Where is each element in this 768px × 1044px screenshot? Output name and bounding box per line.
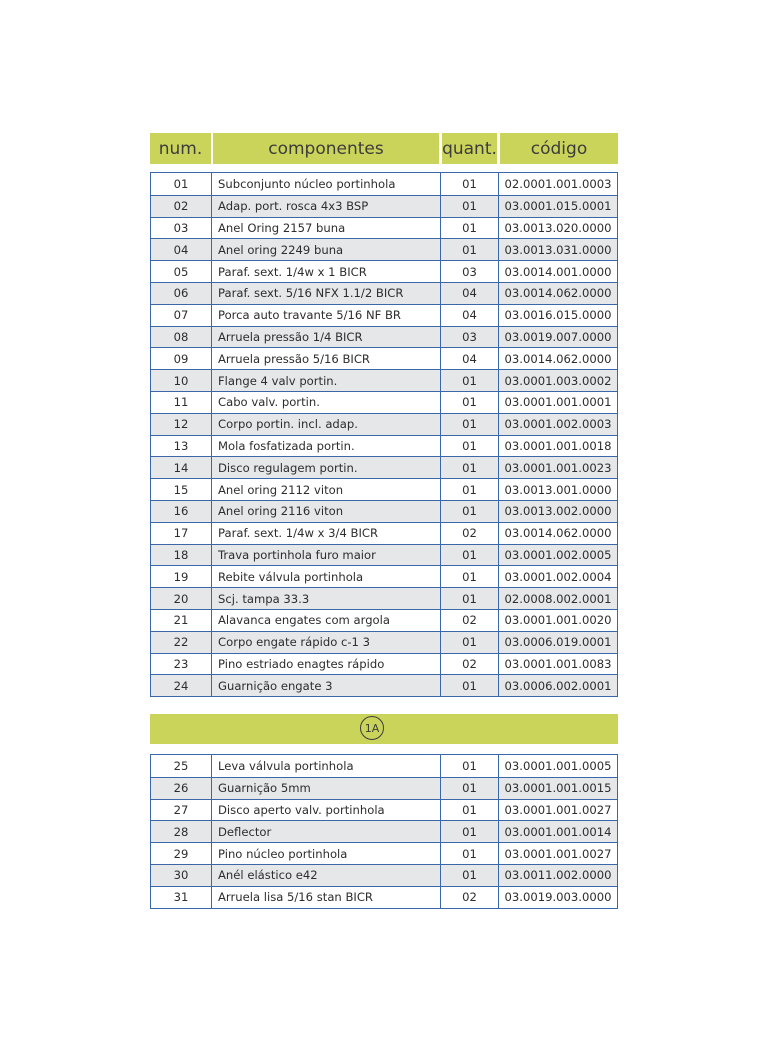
part-number: 03 xyxy=(151,218,212,239)
component-name: Anel oring 2116 viton xyxy=(212,501,441,522)
quantity: 01 xyxy=(441,632,499,653)
quantity: 04 xyxy=(441,283,499,304)
part-code: 03.0001.001.0027 xyxy=(504,846,612,861)
header-quant: quant. xyxy=(442,133,497,164)
table-row xyxy=(151,799,617,821)
component-name: Flange 4 valv portin. xyxy=(212,370,441,391)
component-name: Scj. tampa 33.3 xyxy=(212,588,441,609)
part-number: 17 xyxy=(151,523,212,544)
header-num: num. xyxy=(150,133,211,164)
part-code: 03.0001.001.0015 xyxy=(504,781,612,796)
part-code: 03.0006.019.0001 xyxy=(504,635,612,650)
part-code: 03.0001.001.0027 xyxy=(504,802,612,817)
table-row xyxy=(151,777,617,799)
part-number: 28 xyxy=(151,821,212,842)
table-row xyxy=(151,304,617,326)
parts-table-2 xyxy=(150,754,618,909)
quantity: 01 xyxy=(441,218,499,239)
component-name: Arruela pressão 1/4 BICR xyxy=(212,327,441,348)
part-code: 03.0011.002.0000 xyxy=(504,868,612,883)
table-row xyxy=(151,282,617,304)
part-number: 01 xyxy=(151,173,212,195)
table-row xyxy=(151,326,617,348)
part-code: 02.0008.002.0001 xyxy=(504,591,612,606)
section-band xyxy=(150,714,618,744)
table-row xyxy=(151,587,617,609)
quantity: 01 xyxy=(441,173,499,195)
part-number: 29 xyxy=(151,843,212,864)
part-code: 03.0006.002.0001 xyxy=(504,678,612,693)
component-name: Anél elástico e42 xyxy=(212,865,441,886)
part-code: 03.0013.002.0000 xyxy=(504,504,612,519)
quantity: 01 xyxy=(441,196,499,217)
part-code: 03.0001.001.0020 xyxy=(504,613,612,628)
component-name: Corpo engate rápido c-1 3 xyxy=(212,632,441,653)
quantity: 01 xyxy=(441,675,499,696)
quantity: 01 xyxy=(441,778,499,799)
part-code: 03.0016.015.0000 xyxy=(504,308,612,323)
part-code: 03.0001.002.0003 xyxy=(504,417,612,432)
quantity: 01 xyxy=(441,457,499,478)
component-name: Corpo portin. incl. adap. xyxy=(212,414,441,435)
part-code: 03.0014.062.0000 xyxy=(504,526,612,541)
part-number: 11 xyxy=(151,392,212,413)
part-code: 03.0001.001.0005 xyxy=(504,758,612,773)
quantity: 02 xyxy=(441,523,499,544)
part-code: 03.0001.001.0014 xyxy=(504,824,612,839)
component-name: Cabo valv. portin. xyxy=(212,392,441,413)
part-number: 12 xyxy=(151,414,212,435)
component-name: Disco aperto valv. portinhola xyxy=(212,800,441,821)
component-name: Arruela pressão 5/16 BICR xyxy=(212,348,441,369)
quantity: 02 xyxy=(441,654,499,675)
quantity: 01 xyxy=(441,545,499,566)
part-number: 26 xyxy=(151,778,212,799)
quantity: 03 xyxy=(441,327,499,348)
quantity: 01 xyxy=(441,392,499,413)
part-code: 03.0001.001.0083 xyxy=(504,656,612,671)
component-name: Paraf. sext. 1/4w x 1 BICR xyxy=(212,261,441,282)
part-code: 03.0001.015.0001 xyxy=(504,199,612,214)
quantity: 01 xyxy=(441,414,499,435)
quantity: 01 xyxy=(441,821,499,842)
quantity: 01 xyxy=(441,755,499,777)
quantity: 02 xyxy=(441,887,499,908)
component-name: Disco regulagem portin. xyxy=(212,457,441,478)
table-row xyxy=(151,500,617,522)
part-number: 02 xyxy=(151,196,212,217)
table-row xyxy=(151,820,617,842)
part-number: 09 xyxy=(151,348,212,369)
component-name: Deflector xyxy=(212,821,441,842)
quantity: 03 xyxy=(441,261,499,282)
part-code: 03.0014.062.0000 xyxy=(504,286,612,301)
component-name: Mola fosfatizada portin. xyxy=(212,436,441,457)
component-name: Pino núcleo portinhola xyxy=(212,843,441,864)
part-code: 02.0001.001.0003 xyxy=(504,176,612,191)
header-codigo: código xyxy=(500,133,618,164)
table-row xyxy=(151,413,617,435)
part-number: 14 xyxy=(151,457,212,478)
component-name: Anel Oring 2157 buna xyxy=(212,218,441,239)
part-number: 27 xyxy=(151,800,212,821)
table-row xyxy=(151,435,617,457)
table-row xyxy=(151,217,617,239)
quantity: 01 xyxy=(441,239,499,260)
part-number: 16 xyxy=(151,501,212,522)
component-name: Paraf. sext. 1/4w x 3/4 BICR xyxy=(212,523,441,544)
component-name: Adap. port. rosca 4x3 BSP xyxy=(212,196,441,217)
table-row xyxy=(151,456,617,478)
quantity: 01 xyxy=(441,479,499,500)
table-row xyxy=(151,347,617,369)
component-name: Arruela lisa 5/16 stan BICR xyxy=(212,887,441,908)
component-name: Anel oring 2112 viton xyxy=(212,479,441,500)
quantity: 01 xyxy=(441,436,499,457)
part-number: 22 xyxy=(151,632,212,653)
part-code: 03.0013.020.0000 xyxy=(504,220,612,235)
table-row xyxy=(151,544,617,566)
quantity: 04 xyxy=(441,348,499,369)
quantity: 01 xyxy=(441,566,499,587)
table-row xyxy=(151,565,617,587)
part-number: 25 xyxy=(151,755,212,777)
quantity: 01 xyxy=(441,843,499,864)
part-code: 03.0019.007.0000 xyxy=(504,329,612,344)
component-name: Trava portinhola furo maior xyxy=(212,545,441,566)
table-row xyxy=(151,173,617,195)
component-name: Porca auto travante 5/16 NF BR xyxy=(212,305,441,326)
part-number: 04 xyxy=(151,239,212,260)
component-name: Guarnição engate 3 xyxy=(212,675,441,696)
part-number: 31 xyxy=(151,887,212,908)
part-code: 03.0001.001.0018 xyxy=(504,438,612,453)
component-name: Subconjunto núcleo portinhola xyxy=(212,173,441,195)
table-row xyxy=(151,609,617,631)
part-code: 03.0013.031.0000 xyxy=(504,242,612,257)
table-row xyxy=(151,886,617,908)
part-code: 03.0001.002.0004 xyxy=(504,569,612,584)
part-number: 06 xyxy=(151,283,212,304)
part-code: 03.0019.003.0000 xyxy=(504,890,612,905)
table-row xyxy=(151,369,617,391)
table-row xyxy=(151,195,617,217)
table-row xyxy=(151,260,617,282)
table-row xyxy=(151,522,617,544)
part-number: 07 xyxy=(151,305,212,326)
component-name: Rebite válvula portinhola xyxy=(212,566,441,587)
part-number: 24 xyxy=(151,675,212,696)
table-row xyxy=(151,842,617,864)
part-number: 05 xyxy=(151,261,212,282)
quantity: 04 xyxy=(441,305,499,326)
part-number: 15 xyxy=(151,479,212,500)
quantity: 01 xyxy=(441,800,499,821)
part-code: 03.0014.001.0000 xyxy=(504,264,612,279)
part-number: 23 xyxy=(151,654,212,675)
component-name: Paraf. sext. 5/16 NFX 1.1/2 BICR xyxy=(212,283,441,304)
header-componentes: componentes xyxy=(213,133,439,164)
part-number: 20 xyxy=(151,588,212,609)
quantity: 01 xyxy=(441,588,499,609)
part-code: 03.0013.001.0000 xyxy=(504,482,612,497)
part-number: 19 xyxy=(151,566,212,587)
component-name: Leva válvula portinhola xyxy=(212,755,441,777)
part-number: 30 xyxy=(151,865,212,886)
part-code: 03.0001.002.0005 xyxy=(504,547,612,562)
component-name: Guarnição 5mm xyxy=(212,778,441,799)
quantity: 01 xyxy=(441,501,499,522)
parts-table-1 xyxy=(150,172,618,697)
quantity: 01 xyxy=(441,370,499,391)
table-row xyxy=(151,755,617,777)
component-name: Alavanca engates com argola xyxy=(212,610,441,631)
table-row xyxy=(151,674,617,696)
quantity: 01 xyxy=(441,865,499,886)
part-code: 03.0001.003.0002 xyxy=(504,373,612,388)
table-row xyxy=(151,864,617,886)
part-number: 08 xyxy=(151,327,212,348)
part-number: 13 xyxy=(151,436,212,457)
table-row xyxy=(151,391,617,413)
section-badge: 1A xyxy=(360,716,384,740)
part-code: 03.0014.062.0000 xyxy=(504,351,612,366)
part-code: 03.0001.001.0023 xyxy=(504,460,612,475)
table-row xyxy=(151,631,617,653)
table-row xyxy=(151,478,617,500)
part-number: 18 xyxy=(151,545,212,566)
table-row xyxy=(151,238,617,260)
table-row xyxy=(151,653,617,675)
component-name: Anel oring 2249 buna xyxy=(212,239,441,260)
part-number: 21 xyxy=(151,610,212,631)
quantity: 02 xyxy=(441,610,499,631)
part-number: 10 xyxy=(151,370,212,391)
part-code: 03.0001.001.0001 xyxy=(504,395,612,410)
component-name: Pino estriado enagtes rápido xyxy=(212,654,441,675)
